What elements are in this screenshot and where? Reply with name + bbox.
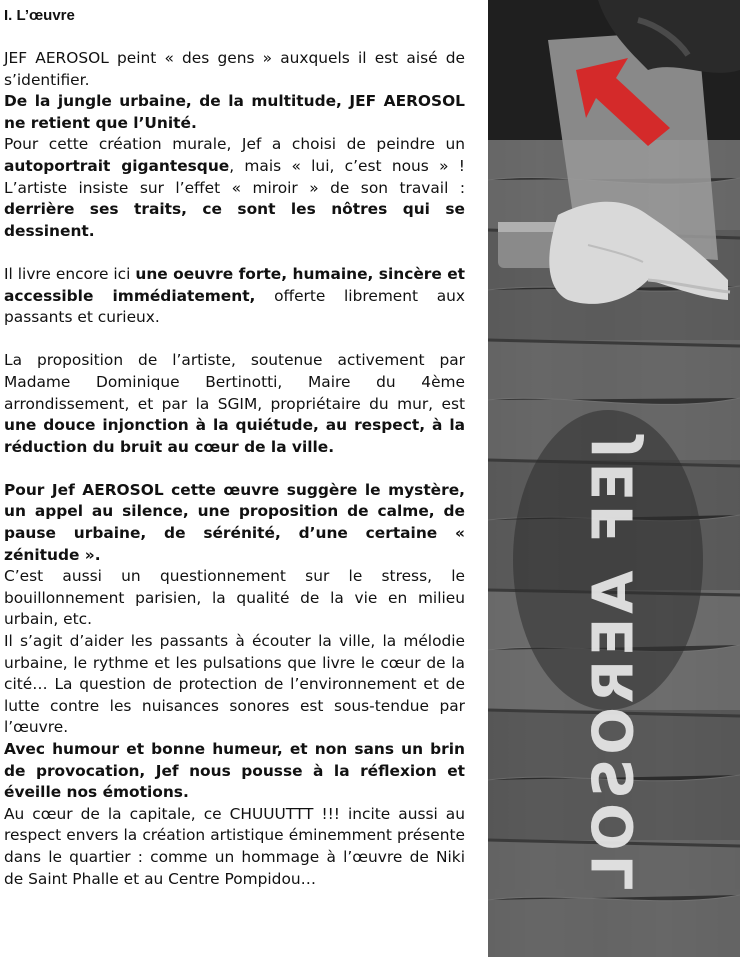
- paragraph-homage: Au cœur de la capitale, ce CHUUUTTT !!! incite aussi au respect envers la création artistique éminemment présente dans le quartier : comme un hommage à l’œuvre de Niki de Saint Phalle et au Centre Pompidou…: [4, 804, 465, 888]
- paragraph-unity: [4, 91, 465, 134]
- bold-text: Avec humour et bonne humeur, et non sans un brin de provocation, Jef nous pousse à la réflexion et éveille nos émotions.: [4, 740, 465, 802]
- text-run: offerte librement aux passants et curieux.: [4, 286, 466, 327]
- paragraph-intro: JEF AEROSOL peint « des gens » auxquels il est aisé de s’identifier.: [4, 49, 465, 89]
- artist-photo: [488, 0, 740, 957]
- text-run: , mais « lui, c’est nous » ! L’artiste insiste sur l’effet « miroir » de son travail :: [4, 156, 465, 197]
- bold-text: Pour Jef AEROSOL cette œuvre suggère le mystère, un appel au silence, une proposition de calme, de pause urbaine, de sérénité, d’une certaine « zénitude ».: [4, 480, 465, 564]
- paragraph-proposition: [4, 350, 465, 458]
- text-run: Pour cette création murale, Jef a choisi de peindre un: [4, 135, 465, 154]
- paragraph-humour: [4, 739, 465, 804]
- text-run: La proposition de l’artiste, soutenue activement par Madame Dominique Bertinotti, Maire du 4ème arrondissement, et par la SGIM, propriétaire du mur, est: [4, 351, 465, 413]
- section-title: I. L’œuvre: [4, 7, 75, 24]
- bold-text: derrière ses traits, ce sont les nôtres qui se dessinent.: [4, 200, 465, 240]
- paragraph-self-portrait: [4, 134, 465, 242]
- bold-text: autoportrait gigantesque: [4, 156, 230, 175]
- paragraph-listen-city: Il s’agit d’aider les passants à écouter la ville, la mélodie urbaine, le rythme et les pulsations que livre le cœur de la cité… La question de protection de l’environnement et de lutte contre les nuisances sonores est sous-tendue par l’œuvre.: [4, 632, 465, 737]
- bold-text: une oeuvre forte, humaine, sincère et accessible immédiatement,: [4, 264, 466, 305]
- article-text: [4, 6, 465, 890]
- text-run: Il livre encore ici: [4, 264, 136, 283]
- bold-text: une douce injonction à la quiétude, au respect, à la réduction du bruit au cœur de la ville.: [4, 416, 465, 456]
- paragraph-strong-work: [4, 264, 465, 329]
- stencil-text: JEF AEROSOL: [581, 437, 647, 895]
- paragraph-stress: C’est aussi un questionnement sur le stress, le bouillonnement parisien, la qualité de la vie en milieu urbain, etc.: [4, 567, 465, 629]
- paragraph-mystery: [4, 480, 465, 566]
- bold-text: De la jungle urbaine, de la multitude, JEF AEROSOL ne retient que l’Unité.: [4, 92, 465, 132]
